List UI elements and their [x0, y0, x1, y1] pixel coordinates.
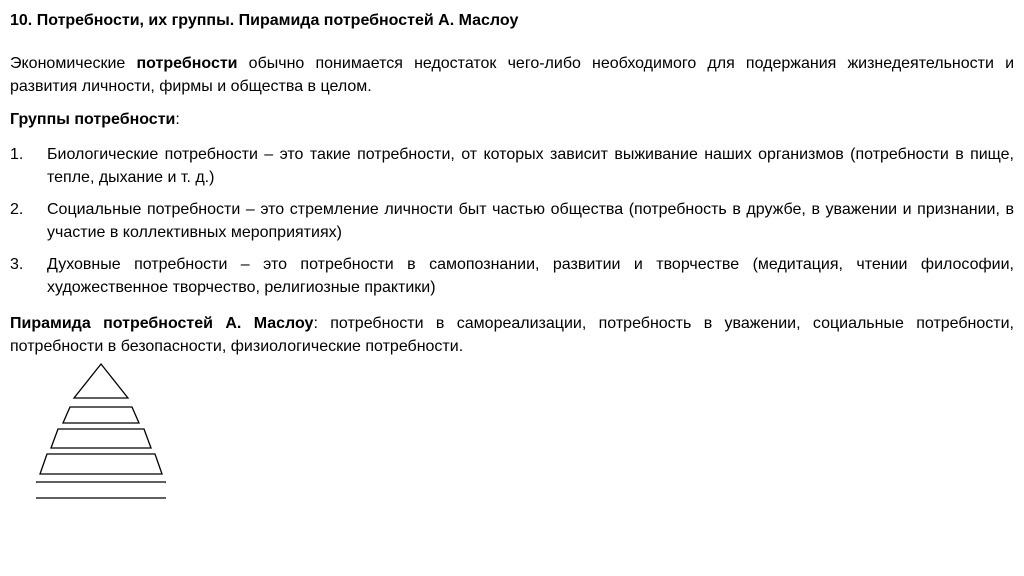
pyramid-level-2 [63, 407, 139, 423]
slide-title: 10. Потребности, их группы. Пирамида потребностей А. Маслоу [10, 12, 519, 29]
pyramid-level-3 [51, 429, 151, 448]
groups-heading-bold: Группы потребности [10, 111, 176, 128]
pyramid-level-5 [36, 482, 166, 498]
maslow-paragraph [10, 312, 1014, 358]
intro-paragraph [10, 52, 1014, 98]
list-item [10, 143, 1014, 189]
maslow-suffix: : потребности в самореализации, потребность в уважении, социальные потребности, потребности в безопасности, физиологические потребности. [10, 315, 1014, 355]
list-item [10, 198, 1014, 244]
intro-bold-term: потребности [136, 55, 238, 72]
list-item-number: 1. [10, 146, 24, 163]
maslow-bold-term: Пирамида потребностей А. Маслоу [10, 315, 314, 332]
maslow-pyramid-diagram [36, 356, 166, 506]
list-item-text: Биологические потребности – это такие потребности, от которых зависит выживание наших организмов (потребности в пище, тепле, дыхание и т. д.) [47, 146, 1014, 186]
groups-heading-colon: : [175, 111, 180, 128]
list-item-number: 2. [10, 201, 24, 218]
groups-heading [10, 108, 1014, 131]
list-item-text: Социальные потребности – это стремление личности быт частью общества (потребность в дружбе, в уважении и признании, в участие в коллективных мероприятиях) [47, 201, 1014, 241]
intro-suffix: обычно понимается недостаток чего-либо необходимого для подержания жизнедеятельности и развития личности, фирмы и общества в целом. [10, 55, 1015, 95]
list-item [10, 253, 1014, 299]
pyramid-level-1 [74, 364, 128, 398]
list-item-text: Духовные потребности – это потребности в самопознании, развитии и творчестве (медитация, чтении философии, художественное творчество, религиозные практики) [47, 256, 1014, 296]
groups-list [10, 143, 1014, 308]
pyramid-level-4 [40, 454, 162, 474]
intro-prefix: Экономические [10, 55, 137, 72]
list-item-number: 3. [10, 256, 24, 273]
